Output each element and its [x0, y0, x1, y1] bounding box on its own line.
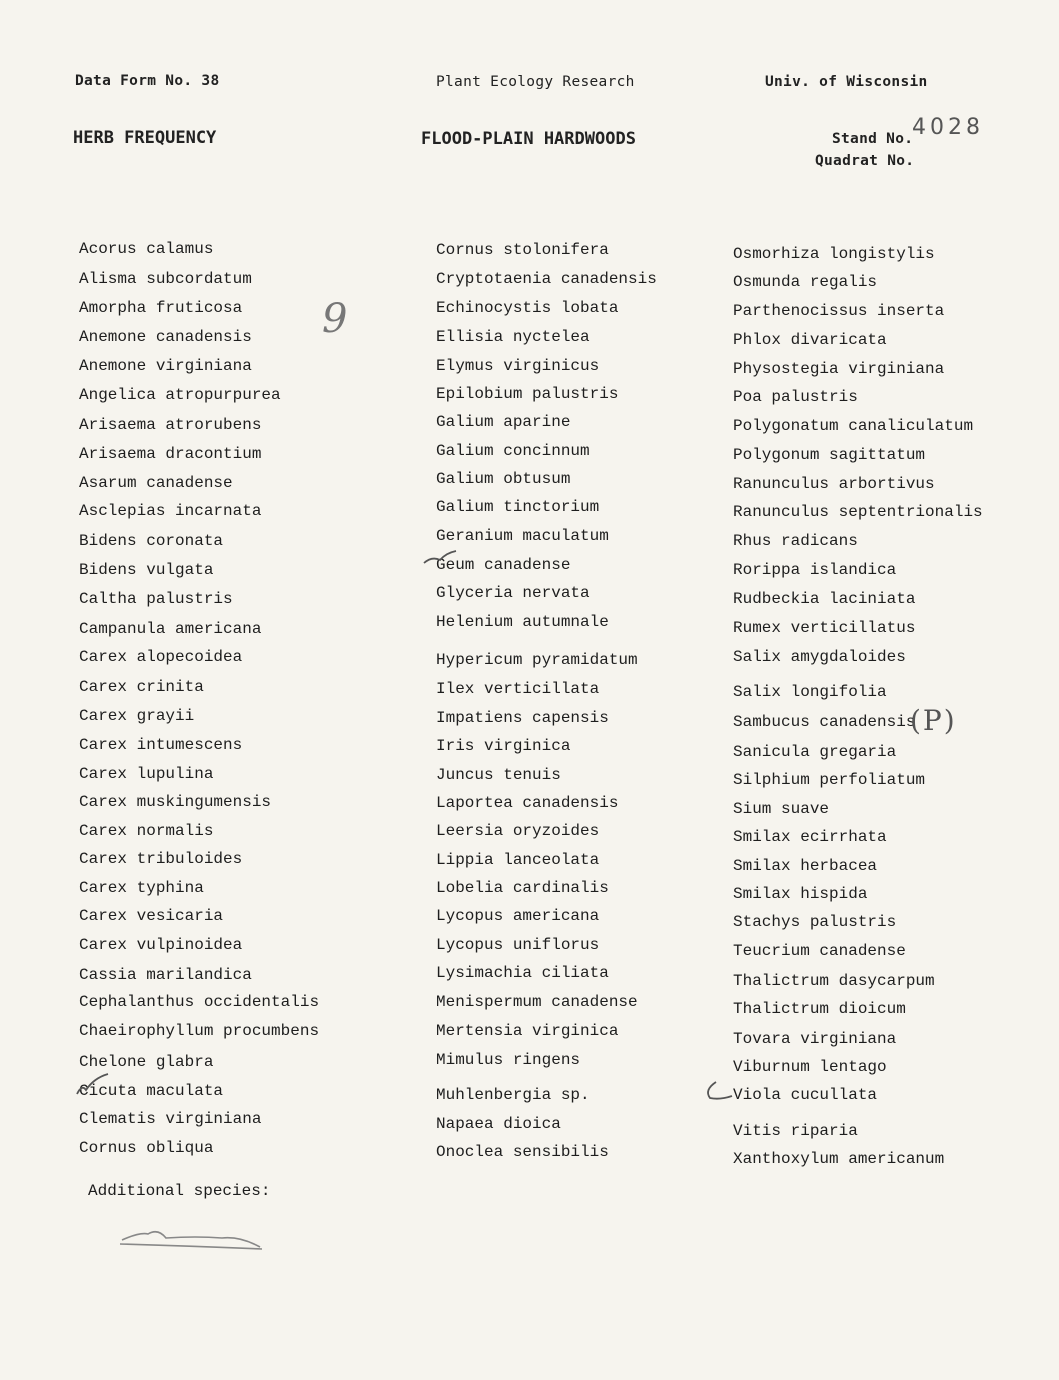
- species-item: Helenium autumnale: [436, 613, 609, 631]
- species-item: Tovara virginiana: [733, 1030, 897, 1048]
- species-item: Muhlenbergia sp.: [436, 1086, 590, 1104]
- species-item: Chelone glabra: [79, 1053, 214, 1071]
- species-item: Arisaema dracontium: [79, 445, 262, 463]
- species-item: Laportea canadensis: [436, 794, 619, 812]
- species-item: Carex crinita: [79, 678, 204, 696]
- species-item: Carex alopecoidea: [79, 648, 243, 666]
- species-item: Lippia lanceolata: [436, 851, 600, 869]
- species-item: Geranium maculatum: [436, 527, 609, 545]
- species-item: Salix amygdaloides: [733, 648, 906, 666]
- species-item: Napaea dioica: [436, 1115, 561, 1133]
- species-item: Carex vulpinoidea: [79, 936, 243, 954]
- species-item: Asarum canadense: [79, 474, 233, 492]
- species-item: Smilax hispida: [733, 885, 868, 903]
- species-item: Osmunda regalis: [733, 273, 878, 291]
- species-item: Thalictrum dioicum: [733, 1000, 906, 1018]
- species-item: Cassia marilandica: [79, 966, 252, 984]
- species-item: Sanicula gregaria: [733, 743, 897, 761]
- species-item: Parthenocissus inserta: [733, 302, 945, 320]
- species-item: Ellisia nyctelea: [436, 328, 590, 346]
- species-item: Carex typhina: [79, 879, 204, 897]
- species-item: Menispermum canadense: [436, 993, 638, 1011]
- species-item: Cryptotaenia canadensis: [436, 270, 657, 288]
- species-item: Hypericum pyramidatum: [436, 651, 638, 669]
- amorpha-annotation: 9: [322, 296, 352, 342]
- species-item: Xanthoxylum americanum: [733, 1150, 945, 1168]
- species-item: Carex muskingumensis: [79, 793, 272, 811]
- species-item: Rudbeckia laciniata: [733, 590, 916, 608]
- species-item: Anemone virginiana: [79, 357, 252, 375]
- species-item: Lycopus uniflorus: [436, 936, 600, 954]
- species-item: Ranunculus septentrionalis: [733, 503, 983, 521]
- species-item: Anemone canadensis: [79, 328, 252, 346]
- species-item: Mimulus ringens: [436, 1051, 581, 1069]
- species-item: Glyceria nervata: [436, 584, 590, 602]
- species-item: Carex normalis: [79, 822, 214, 840]
- species-item: Galium obtusum: [436, 470, 571, 488]
- species-item: Lycopus americana: [436, 907, 600, 925]
- species-item: Smilax herbacea: [733, 857, 878, 875]
- species-item: Viburnum lentago: [733, 1058, 887, 1076]
- species-item: Cornus obliqua: [79, 1139, 214, 1157]
- species-item: Angelica atropurpurea: [79, 386, 281, 404]
- quadrat-label: Quadrat No.: [815, 153, 915, 169]
- check-mark-viola: [708, 1082, 732, 1099]
- species-item: Sium suave: [733, 800, 830, 818]
- additional-species-scribble: [120, 1232, 262, 1249]
- form-number: Data Form No. 38: [75, 73, 220, 89]
- form-title: HERB FREQUENCY: [73, 128, 217, 148]
- species-item: Elymus virginicus: [436, 357, 600, 375]
- species-item: Acorus calamus: [79, 240, 214, 258]
- species-item: Poa palustris: [733, 388, 858, 406]
- sambucus-annotation: (P): [910, 704, 957, 737]
- stand-value: 4028: [912, 115, 984, 140]
- species-item: Leersia oryzoides: [436, 822, 600, 840]
- species-item: Rumex verticillatus: [733, 619, 916, 637]
- species-item: Polygonatum canaliculatum: [733, 417, 974, 435]
- species-item: Cephalanthus occidentalis: [79, 993, 320, 1011]
- species-item: Stachys palustris: [733, 913, 897, 931]
- species-item: Vitis riparia: [733, 1122, 858, 1140]
- species-item: Polygonum sagittatum: [733, 446, 926, 464]
- university: Univ. of Wisconsin: [765, 74, 928, 90]
- species-item: Carex intumescens: [79, 736, 243, 754]
- species-item: Ranunculus arbortivus: [733, 475, 935, 493]
- species-item: Carex tribuloides: [79, 850, 243, 868]
- stand-label: Stand No.: [832, 131, 914, 147]
- species-item: Campanula americana: [79, 620, 262, 638]
- species-item: Epilobium palustris: [436, 385, 619, 403]
- species-item: Osmorhiza longistylis: [733, 245, 935, 263]
- species-item: Mertensia virginica: [436, 1022, 619, 1040]
- species-item: Cicuta maculata: [79, 1082, 224, 1100]
- species-item: Iris virginica: [436, 737, 571, 755]
- species-item: Thalictrum dasycarpum: [733, 972, 935, 990]
- species-item: Clematis virginiana: [79, 1110, 262, 1128]
- species-item: Rorippa islandica: [733, 561, 897, 579]
- species-item: Echinocystis lobata: [436, 299, 619, 317]
- species-item: Rhus radicans: [733, 532, 858, 550]
- species-item: Lobelia cardinalis: [436, 879, 609, 897]
- species-item: Lysimachia ciliata: [436, 964, 609, 982]
- species-item: Viola cucullata: [733, 1086, 878, 1104]
- species-item: Carex lupulina: [79, 765, 214, 783]
- species-item: Asclepias incarnata: [79, 502, 262, 520]
- species-item: Physostegia virginiana: [733, 360, 945, 378]
- organization: Plant Ecology Research: [436, 74, 635, 90]
- species-item: Ilex verticillata: [436, 680, 600, 698]
- species-item: Onoclea sensibilis: [436, 1143, 609, 1161]
- species-item: Galium tinctorium: [436, 498, 600, 516]
- species-item: Bidens coronata: [79, 532, 224, 550]
- species-item: Juncus tenuis: [436, 766, 561, 784]
- species-item: Teucrium canadense: [733, 942, 906, 960]
- species-item: Amorpha fruticosa: [79, 299, 243, 317]
- species-item: Silphium perfoliatum: [733, 771, 926, 789]
- species-item: Arisaema atrorubens: [79, 416, 262, 434]
- species-item: Carex grayii: [79, 707, 195, 725]
- species-item: Salix longifolia: [733, 683, 887, 701]
- species-item: Galium aparine: [436, 413, 571, 431]
- species-item: Cornus stolonifera: [436, 241, 609, 259]
- additional-species-label: Additional species:: [88, 1182, 271, 1200]
- species-item: Alisma subcordatum: [79, 270, 252, 288]
- species-item: Sambucus canadensis: [733, 713, 916, 731]
- species-item: Carex vesicaria: [79, 907, 224, 925]
- community-title: FLOOD-PLAIN HARDWOODS: [421, 129, 636, 149]
- species-item: Geum canadense: [436, 556, 571, 574]
- species-item: Phlox divaricata: [733, 331, 887, 349]
- species-item: Chaeirophyllum procumbens: [79, 1022, 320, 1040]
- species-item: Caltha palustris: [79, 590, 233, 608]
- species-item: Galium concinnum: [436, 442, 590, 460]
- species-item: Smilax ecirrhata: [733, 828, 887, 846]
- species-item: Impatiens capensis: [436, 709, 609, 727]
- species-item: Bidens vulgata: [79, 561, 214, 579]
